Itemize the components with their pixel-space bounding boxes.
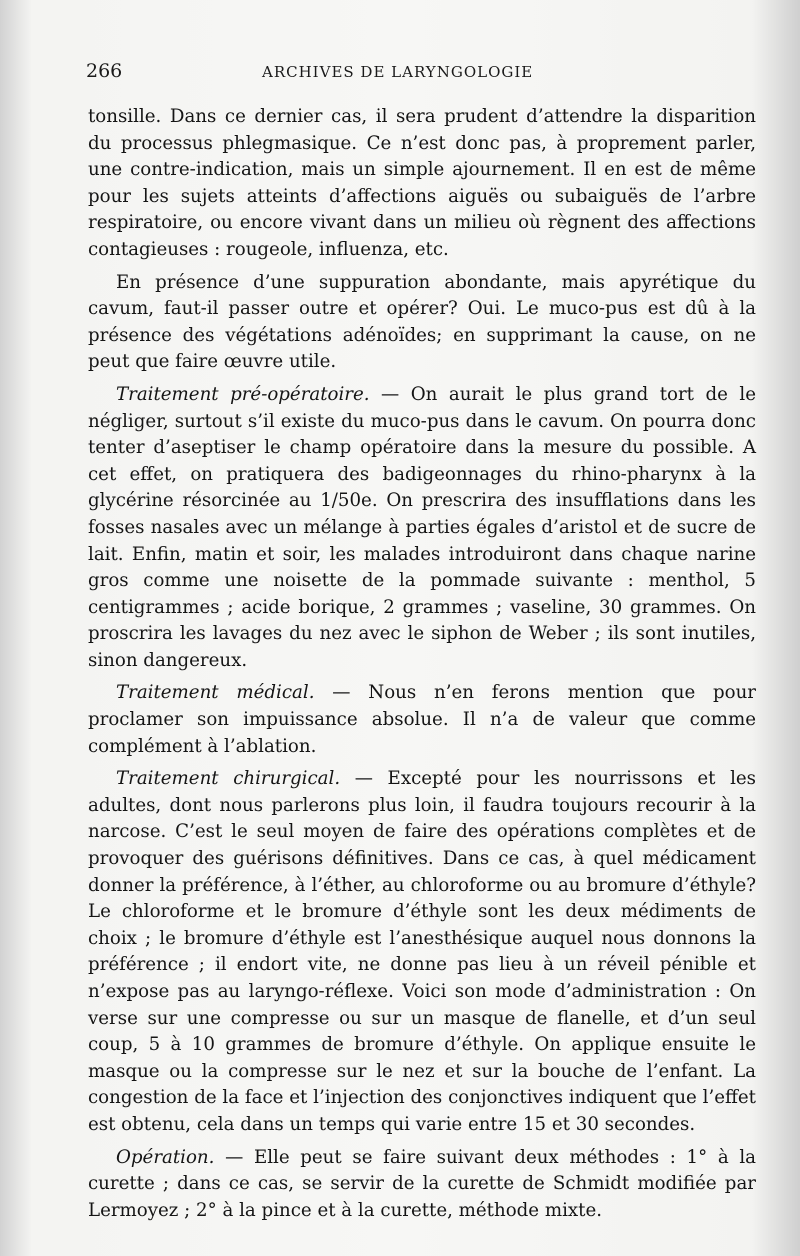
page-header xyxy=(86,60,752,86)
paragraph-text: — Nous n’en ferons mention que pour proclamer son impuissance absolue. Il n’a de valeur que comme complément à l’ablation. xyxy=(88,682,757,757)
paragraph-operation xyxy=(88,1145,756,1225)
page-number: 266 xyxy=(86,60,123,82)
paragraph-preoperative-treatment xyxy=(88,382,756,675)
paragraph-text: — Excepté pour les nourrissons et les adultes, dont nous parlerons plus loin, il faudra toujours recourir à la narcose. C’est le seul moyen de faire des opérations complètes et de provoquer des guérisons définitives. Dans ce cas, à quel médicament donner la préférence, à l’éther, au chloroforme ou au bromure d’éthyle? Le chloroforme et le bromure d’éthyle sont les deux médiments de choix ; le bromure d’éthyle est l’anesthésique auquel nous donnons la préférence ; il endort vite, ne donne pas lieu à un réveil pénible et n’expose pas au laryngo-réflexe. Voici son mode d’administration : On verse sur une compresse ou sur un masque de flanelle, et d’un seul coup, 5 à 10 grammes de bromure d’éthyle. On applique ensuite le masque ou la compresse sur le nez et sur la bouche de l’enfant. La congestion de la face et l’injection des conjonctives indiquent que l’effet est obtenu, cela dans un temps qui varie entre 15 et 30 secondes. xyxy=(88,768,757,1135)
paragraph-medical-treatment xyxy=(88,680,756,760)
section-lead: Opération. xyxy=(116,1146,215,1168)
paragraph-surgical-treatment xyxy=(88,766,756,1138)
paragraph-continuation xyxy=(88,104,756,264)
paragraph-text: En présence d’une suppuration abondante, mais apyrétique du cavum, faut-il passer outre et opérer? Oui. Le muco-pus est dû à la présence des végétations adénoïdes; en supprimant la cause, on ne peut que faire œuvre utile. xyxy=(88,271,756,373)
section-lead: Traitement pré-opératoire. xyxy=(116,383,370,405)
section-lead: Traitement médical. xyxy=(116,682,315,704)
paragraph-text: tonsille. Dans ce dernier cas, il sera prudent d’attendre la disparition du processus phlegmasique. Ce n’est donc pas, à proprement parler, une contre-indication, mais un simple ajournement. Il en est de même pour les sujets atteints d’affections aiguës ou subaiguës de l’arbre respiratoire, ou encore vivant dans un milieu où règnent des affections contagieuses : rougeole, influenza, etc. xyxy=(88,106,756,260)
body-text xyxy=(88,104,756,1230)
paragraph-suppuration xyxy=(88,270,756,376)
paragraph-text: — On aurait le plus grand tort de le négliger, surtout s’il existe du muco-pus dans le cavum. On pourra donc tenter d’aseptiser le champ opératoire dans la mesure du possible. A cet effet, on pratiquera des badigeonnages du rhino-pharynx à la glycérine résorcinée au 1/50e. On prescrira des insufflations dans les fosses nasales avec un mélange à parties égales d’aristol et de sucre de lait. Enfin, matin et soir, les malades introduiront dans chaque narine gros comme une noisette de la pommade suivante : menthol, 5 centigrammes ; acide borique, 2 grammes ; vaseline, 30 grammes. On proscrira les lavages du nez avec le siphon de Weber ; ils sont inutiles, sinon dangereux. xyxy=(88,383,756,671)
section-lead: Traitement chirurgical. xyxy=(116,768,341,790)
paragraph-text: — Elle peut se faire suivant deux méthodes : 1° à la curette ; dans ce cas, se servir de la curette de Schmidt modifiée par Lermoyez ; 2° à la pince et à la curette, méthode mixte. xyxy=(88,1146,756,1221)
running-head: ARCHIVES DE LARYNGOLOGIE xyxy=(262,63,534,81)
